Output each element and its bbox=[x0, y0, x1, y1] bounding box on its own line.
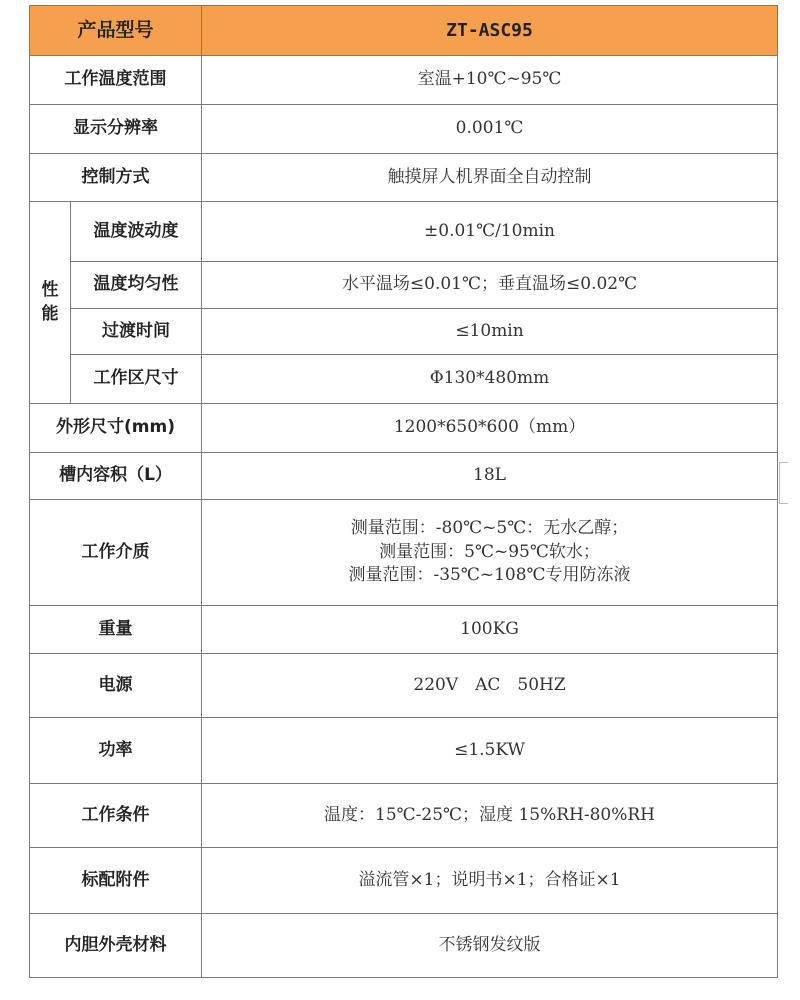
row-label: 槽内容积（L） bbox=[30, 453, 202, 500]
table-row bbox=[30, 355, 778, 404]
table-row bbox=[30, 105, 778, 154]
row-value: 18L bbox=[202, 453, 778, 500]
row-label: 外形尺寸(mm) bbox=[30, 404, 202, 453]
row-value: 220V AC 50HZ bbox=[202, 654, 778, 718]
table-row bbox=[30, 718, 778, 784]
row-label: 工作区尺寸 bbox=[71, 355, 202, 404]
row-value: 水平温场≤0.01℃；垂直温场≤0.02℃ bbox=[202, 262, 778, 309]
header-row bbox=[30, 6, 778, 56]
row-value: ≤1.5KW bbox=[202, 718, 778, 784]
medium-line: 测量范围：-35℃~108℃专用防冻液 bbox=[348, 565, 631, 586]
medium-values bbox=[202, 500, 778, 606]
table-row bbox=[30, 606, 778, 654]
table-row bbox=[30, 309, 778, 355]
header-label: 产品型号 bbox=[30, 6, 202, 56]
header-value: ZT-ASC95 bbox=[202, 6, 778, 56]
row-label: 工作温度范围 bbox=[30, 56, 202, 105]
performance-group-label bbox=[30, 202, 71, 404]
spec-table-container bbox=[29, 5, 777, 978]
table-row bbox=[30, 453, 778, 500]
row-value: 触摸屏人机界面全自动控制 bbox=[202, 154, 778, 202]
table-row bbox=[30, 154, 778, 202]
row-label: 控制方式 bbox=[30, 154, 202, 202]
group-char: 性 bbox=[41, 279, 59, 300]
row-value: 1200*650*600（mm） bbox=[202, 404, 778, 453]
table-row bbox=[30, 404, 778, 453]
table-row bbox=[30, 202, 778, 262]
medium-line: 测量范围：-80℃~5℃：无水乙醇； bbox=[350, 517, 629, 538]
table-row bbox=[30, 848, 778, 914]
edge-bracket bbox=[779, 462, 788, 504]
row-label: 重量 bbox=[30, 606, 202, 654]
row-value: 100KG bbox=[202, 606, 778, 654]
spec-table bbox=[29, 5, 778, 978]
table-row bbox=[30, 654, 778, 718]
row-label: 过渡时间 bbox=[71, 309, 202, 355]
table-row bbox=[30, 914, 778, 978]
row-value: 温度：15℃-25℃；湿度 15%RH-80%RH bbox=[202, 784, 778, 848]
table-row bbox=[30, 500, 778, 606]
row-label: 内胆外壳材料 bbox=[30, 914, 202, 978]
row-value: 溢流管×1；说明书×1；合格证×1 bbox=[202, 848, 778, 914]
row-label: 电源 bbox=[30, 654, 202, 718]
row-value: ±0.01℃/10min bbox=[202, 202, 778, 262]
medium-line: 测量范围：5℃~95℃软水； bbox=[379, 541, 600, 562]
group-char: 能 bbox=[41, 303, 59, 324]
row-value: Φ130*480mm bbox=[202, 355, 778, 404]
table-row bbox=[30, 784, 778, 848]
table-row bbox=[30, 56, 778, 105]
row-value: 0.001℃ bbox=[202, 105, 778, 154]
row-label: 温度波动度 bbox=[71, 202, 202, 262]
row-label: 工作条件 bbox=[30, 784, 202, 848]
row-value: 室温+10℃~95℃ bbox=[202, 56, 778, 105]
row-label: 显示分辨率 bbox=[30, 105, 202, 154]
row-label: 功率 bbox=[30, 718, 202, 784]
row-value: ≤10min bbox=[202, 309, 778, 355]
row-label: 温度均匀性 bbox=[71, 262, 202, 309]
row-value: 不锈钢发纹版 bbox=[202, 914, 778, 978]
row-label: 标配附件 bbox=[30, 848, 202, 914]
table-row bbox=[30, 262, 778, 309]
row-label: 工作介质 bbox=[30, 500, 202, 606]
